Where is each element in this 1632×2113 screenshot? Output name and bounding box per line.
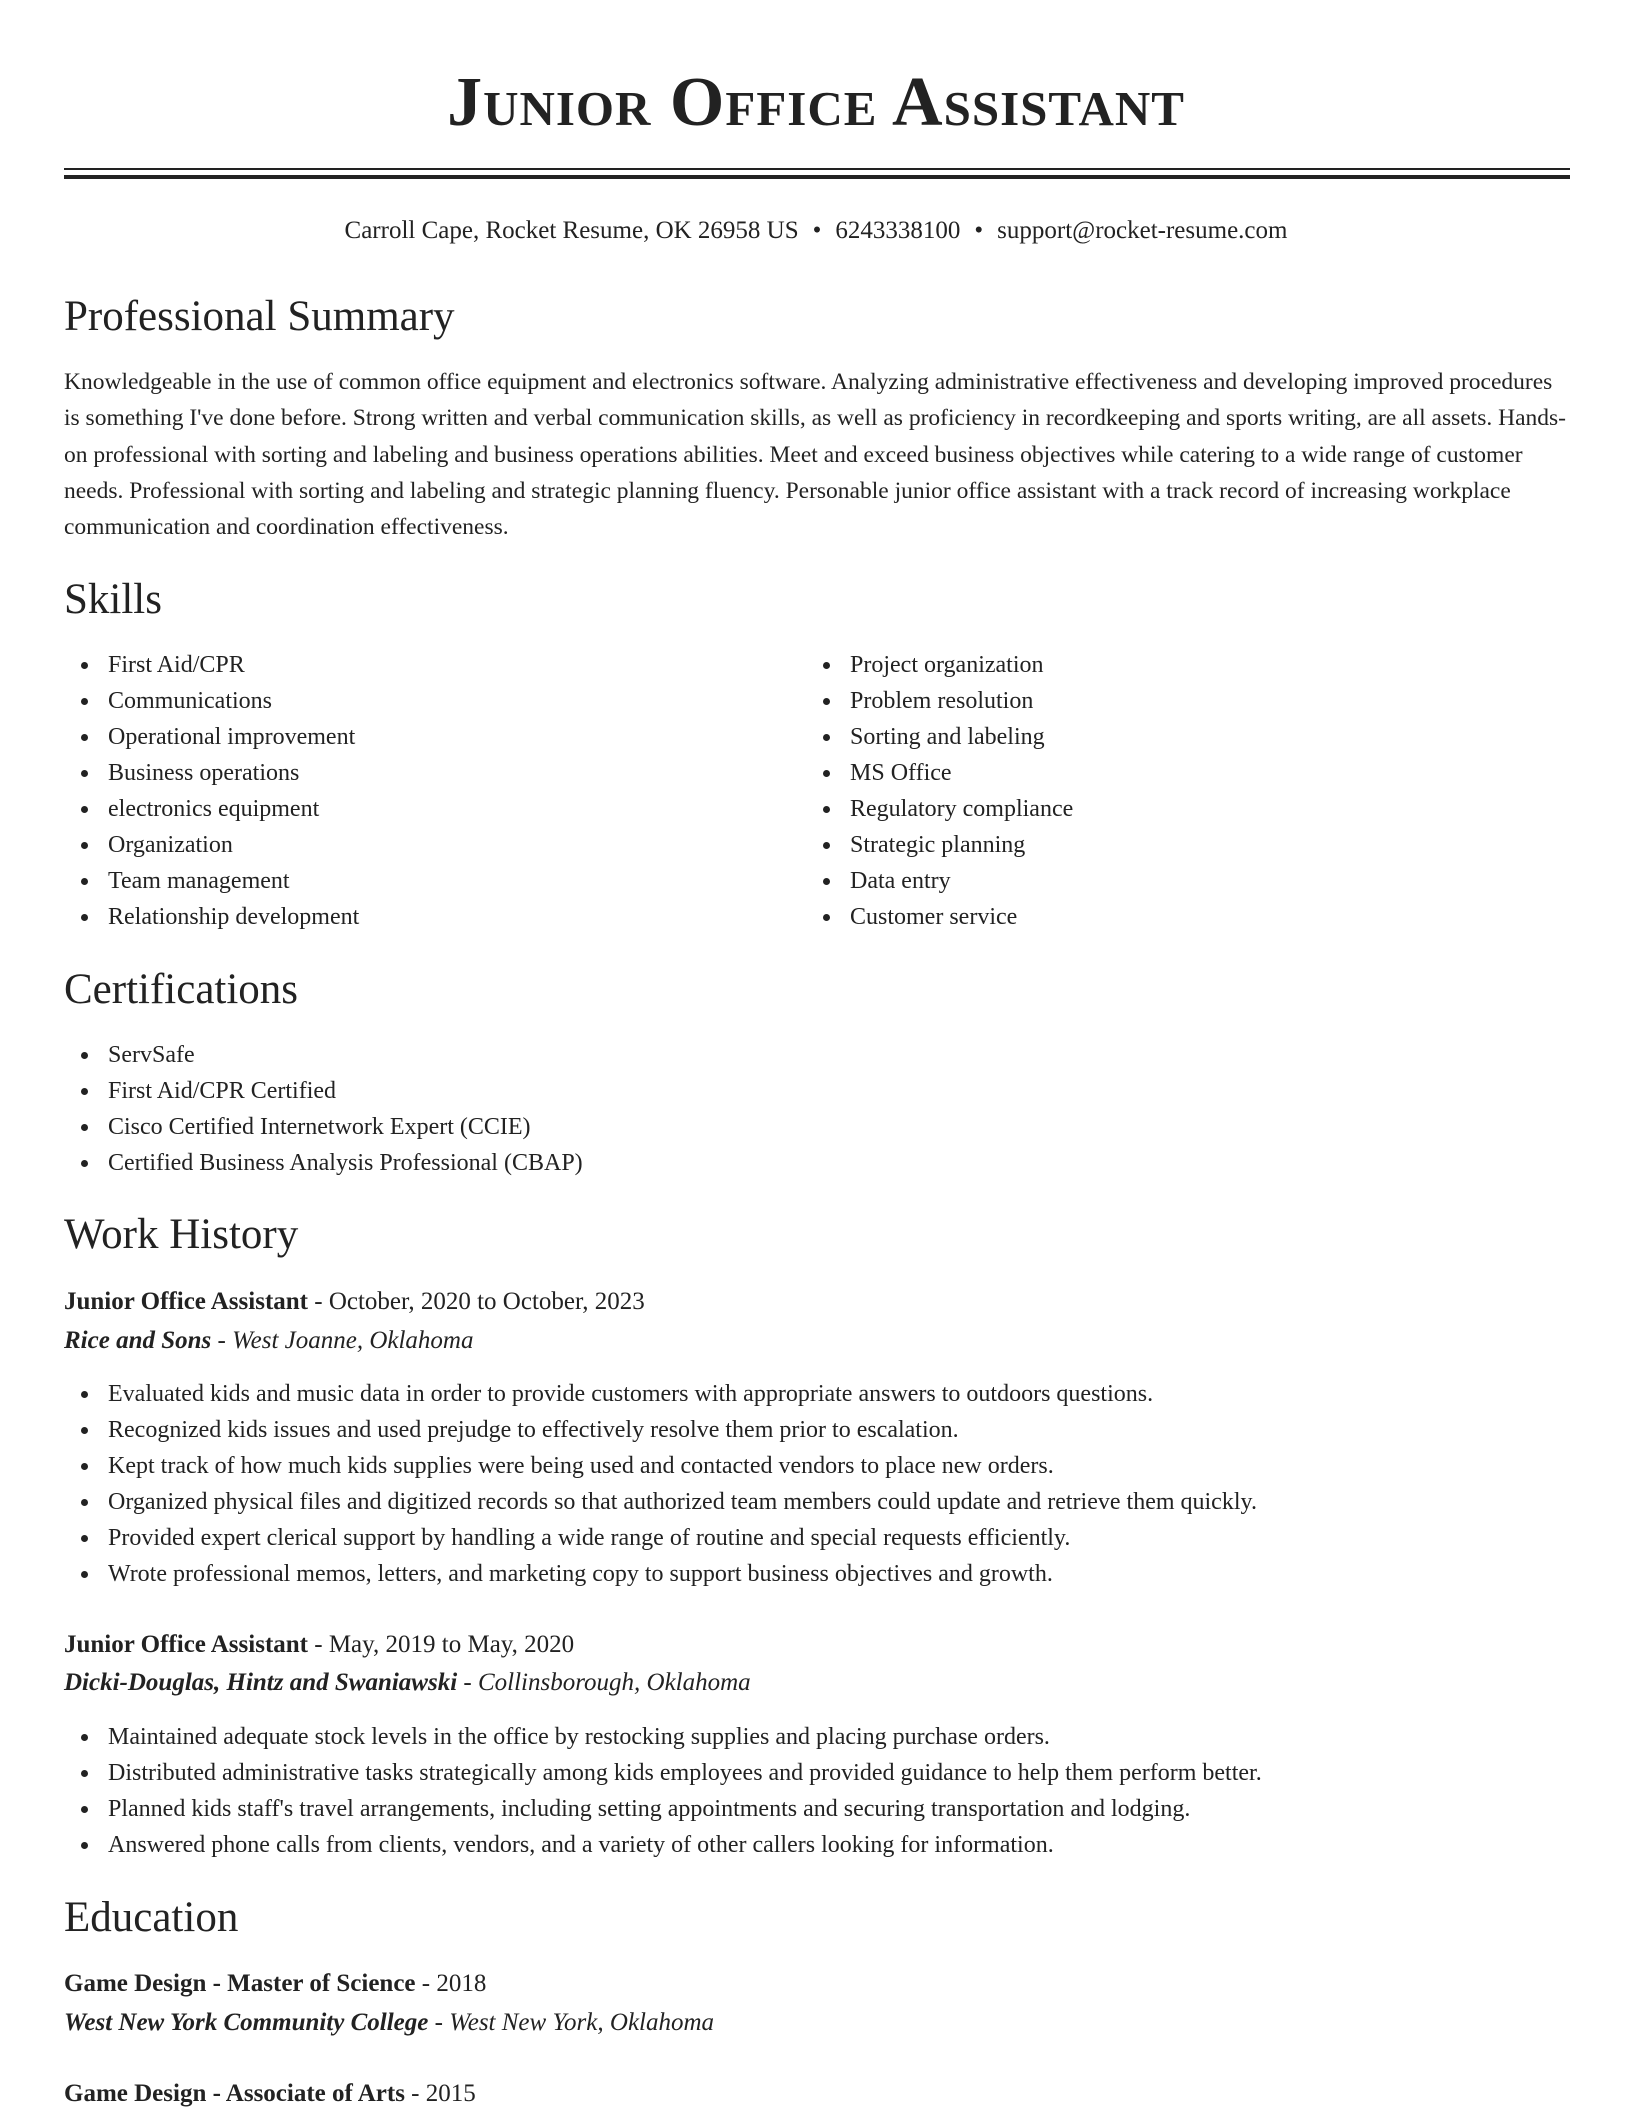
job-bullet: Wrote professional memos, letters, and marketing copy to support business objectives and growth. [64, 1556, 1257, 1592]
job-title: Junior Office Assistant [64, 1631, 308, 1658]
skill-item: Operational improvement [64, 719, 359, 755]
dash: - [463, 1669, 472, 1696]
job-company-line [64, 1664, 751, 1702]
contact-address: Carroll Cape, Rocket Resume, OK 26958 US [344, 217, 799, 244]
section-heading-certifications: Certifications [64, 966, 299, 1013]
education-degree-line [64, 1965, 486, 2003]
skill-item: Organization [64, 827, 359, 863]
job-bullets [64, 1376, 1257, 1592]
job-title: Junior Office Assistant [64, 1288, 308, 1315]
section-heading-skills: Skills [64, 576, 162, 623]
job-company-line [64, 1322, 474, 1360]
certifications-list [64, 1037, 583, 1181]
certification-item: First Aid/CPR Certified [64, 1073, 583, 1109]
skill-item: Regulatory compliance [806, 791, 1073, 827]
job-location: West Joanne, Oklahoma [232, 1327, 474, 1354]
contact-line [0, 214, 1632, 248]
skill-item: Problem resolution [806, 683, 1073, 719]
education-degree: Game Design - Master of Science [64, 1970, 416, 1997]
job-company: Rice and Sons [64, 1327, 212, 1354]
education-school-line [64, 2004, 714, 2042]
job-dates: May, 2019 to May, 2020 [328, 1631, 575, 1658]
education-year: 2015 [425, 2080, 476, 2107]
certification-item: Cisco Certified Internetwork Expert (CCIE) [64, 1109, 583, 1145]
job-title-line [64, 1283, 645, 1321]
skill-item: Relationship development [64, 899, 359, 935]
skill-item: Sorting and labeling [806, 719, 1073, 755]
job-location: Collinsborough, Oklahoma [477, 1669, 751, 1696]
contact-email: support@rocket-resume.com [997, 217, 1288, 244]
dash: - [314, 1288, 323, 1315]
job-bullet: Distributed administrative tasks strategically among kids employees and provided guidance to help them perform better. [64, 1755, 1262, 1791]
education-degree-line [64, 2075, 476, 2113]
skill-item: MS Office [806, 755, 1073, 791]
header-rule-thin [64, 168, 1570, 170]
job-company: Dicki-Douglas, Hintz and Swaniawski [64, 1669, 458, 1696]
skill-item: Strategic planning [806, 827, 1073, 863]
job-bullet: Recognized kids issues and used prejudge to effectively resolve them prior to escalation. [64, 1412, 1257, 1448]
contact-phone: 6243338100 [835, 217, 961, 244]
job-bullet: Maintained adequate stock levels in the office by restocking supplies and placing purchase orders. [64, 1719, 1262, 1755]
skill-item: electronics equipment [64, 791, 359, 827]
job-bullet: Organized physical files and digitized records so that authorized team members could update and retrieve them quickly. [64, 1484, 1257, 1520]
job-title-line [64, 1626, 574, 1664]
summary-text: Knowledgeable in the use of common office equipment and electronics software. Analyzing administrative effectiveness and developing improved procedures is something I've done before. Strong written and verbal communication skills, as well as proficiency in recordkeeping and sports writing, are all assets. Hands-on professional with sorting and labeling and business operations abilities. Meet and exceed business objectives while catering to a wide range of customer needs. Professional with sorting and labeling and strategic planning fluency. Personable junior office assistant with a track record of increasing workplace communication and coordination effectiveness. [64, 369, 1566, 541]
certification-item: ServSafe [64, 1037, 583, 1073]
job-bullets [64, 1719, 1262, 1863]
education-school: West New York Community College [64, 2009, 429, 2036]
job-bullet: Planned kids staff's travel arrangements, including setting appointments and securing transportation and lodging. [64, 1791, 1262, 1827]
contact-separator: • [974, 217, 984, 244]
job-bullet: Answered phone calls from clients, vendors, and a variety of other callers looking for information. [64, 1827, 1262, 1863]
job-bullet: Evaluated kids and music data in order to provide customers with appropriate answers to outdoors questions. [64, 1376, 1257, 1412]
section-heading-summary: Professional Summary [64, 293, 455, 340]
job-bullet: Provided expert clerical support by handling a wide range of routine and special requests efficiently. [64, 1520, 1257, 1556]
education-degree: Game Design - Associate of Arts [64, 2080, 405, 2107]
certification-item: Certified Business Analysis Professional (CBAP) [64, 1145, 583, 1181]
skill-item: Data entry [806, 863, 1073, 899]
dash: - [217, 1327, 226, 1354]
dash: - [314, 1631, 323, 1658]
skill-item: Business operations [64, 755, 359, 791]
section-heading-work-history: Work History [64, 1211, 299, 1258]
skill-item: First Aid/CPR [64, 647, 359, 683]
dash: - [421, 1970, 431, 1997]
skill-item: Project organization [806, 647, 1073, 683]
skill-item: Team management [64, 863, 359, 899]
section-heading-education: Education [64, 1894, 239, 1941]
dash: - [411, 2080, 420, 2107]
skill-item: Communications [64, 683, 359, 719]
education-year: 2018 [436, 1970, 487, 1997]
skills-list-left [64, 647, 359, 935]
resume-name: Junior Office Assistant [447, 64, 1185, 141]
skill-item: Customer service [806, 899, 1073, 935]
job-bullet: Kept track of how much kids supplies were being used and contacted vendors to place new orders. [64, 1448, 1257, 1484]
job-dates: October, 2020 to October, 2023 [328, 1288, 645, 1315]
education-location: West New York, Oklahoma [449, 2009, 715, 2036]
contact-separator: • [812, 217, 822, 244]
dash: - [434, 2009, 443, 2036]
skills-list-right [806, 647, 1073, 935]
header-rule-thick [64, 175, 1570, 179]
